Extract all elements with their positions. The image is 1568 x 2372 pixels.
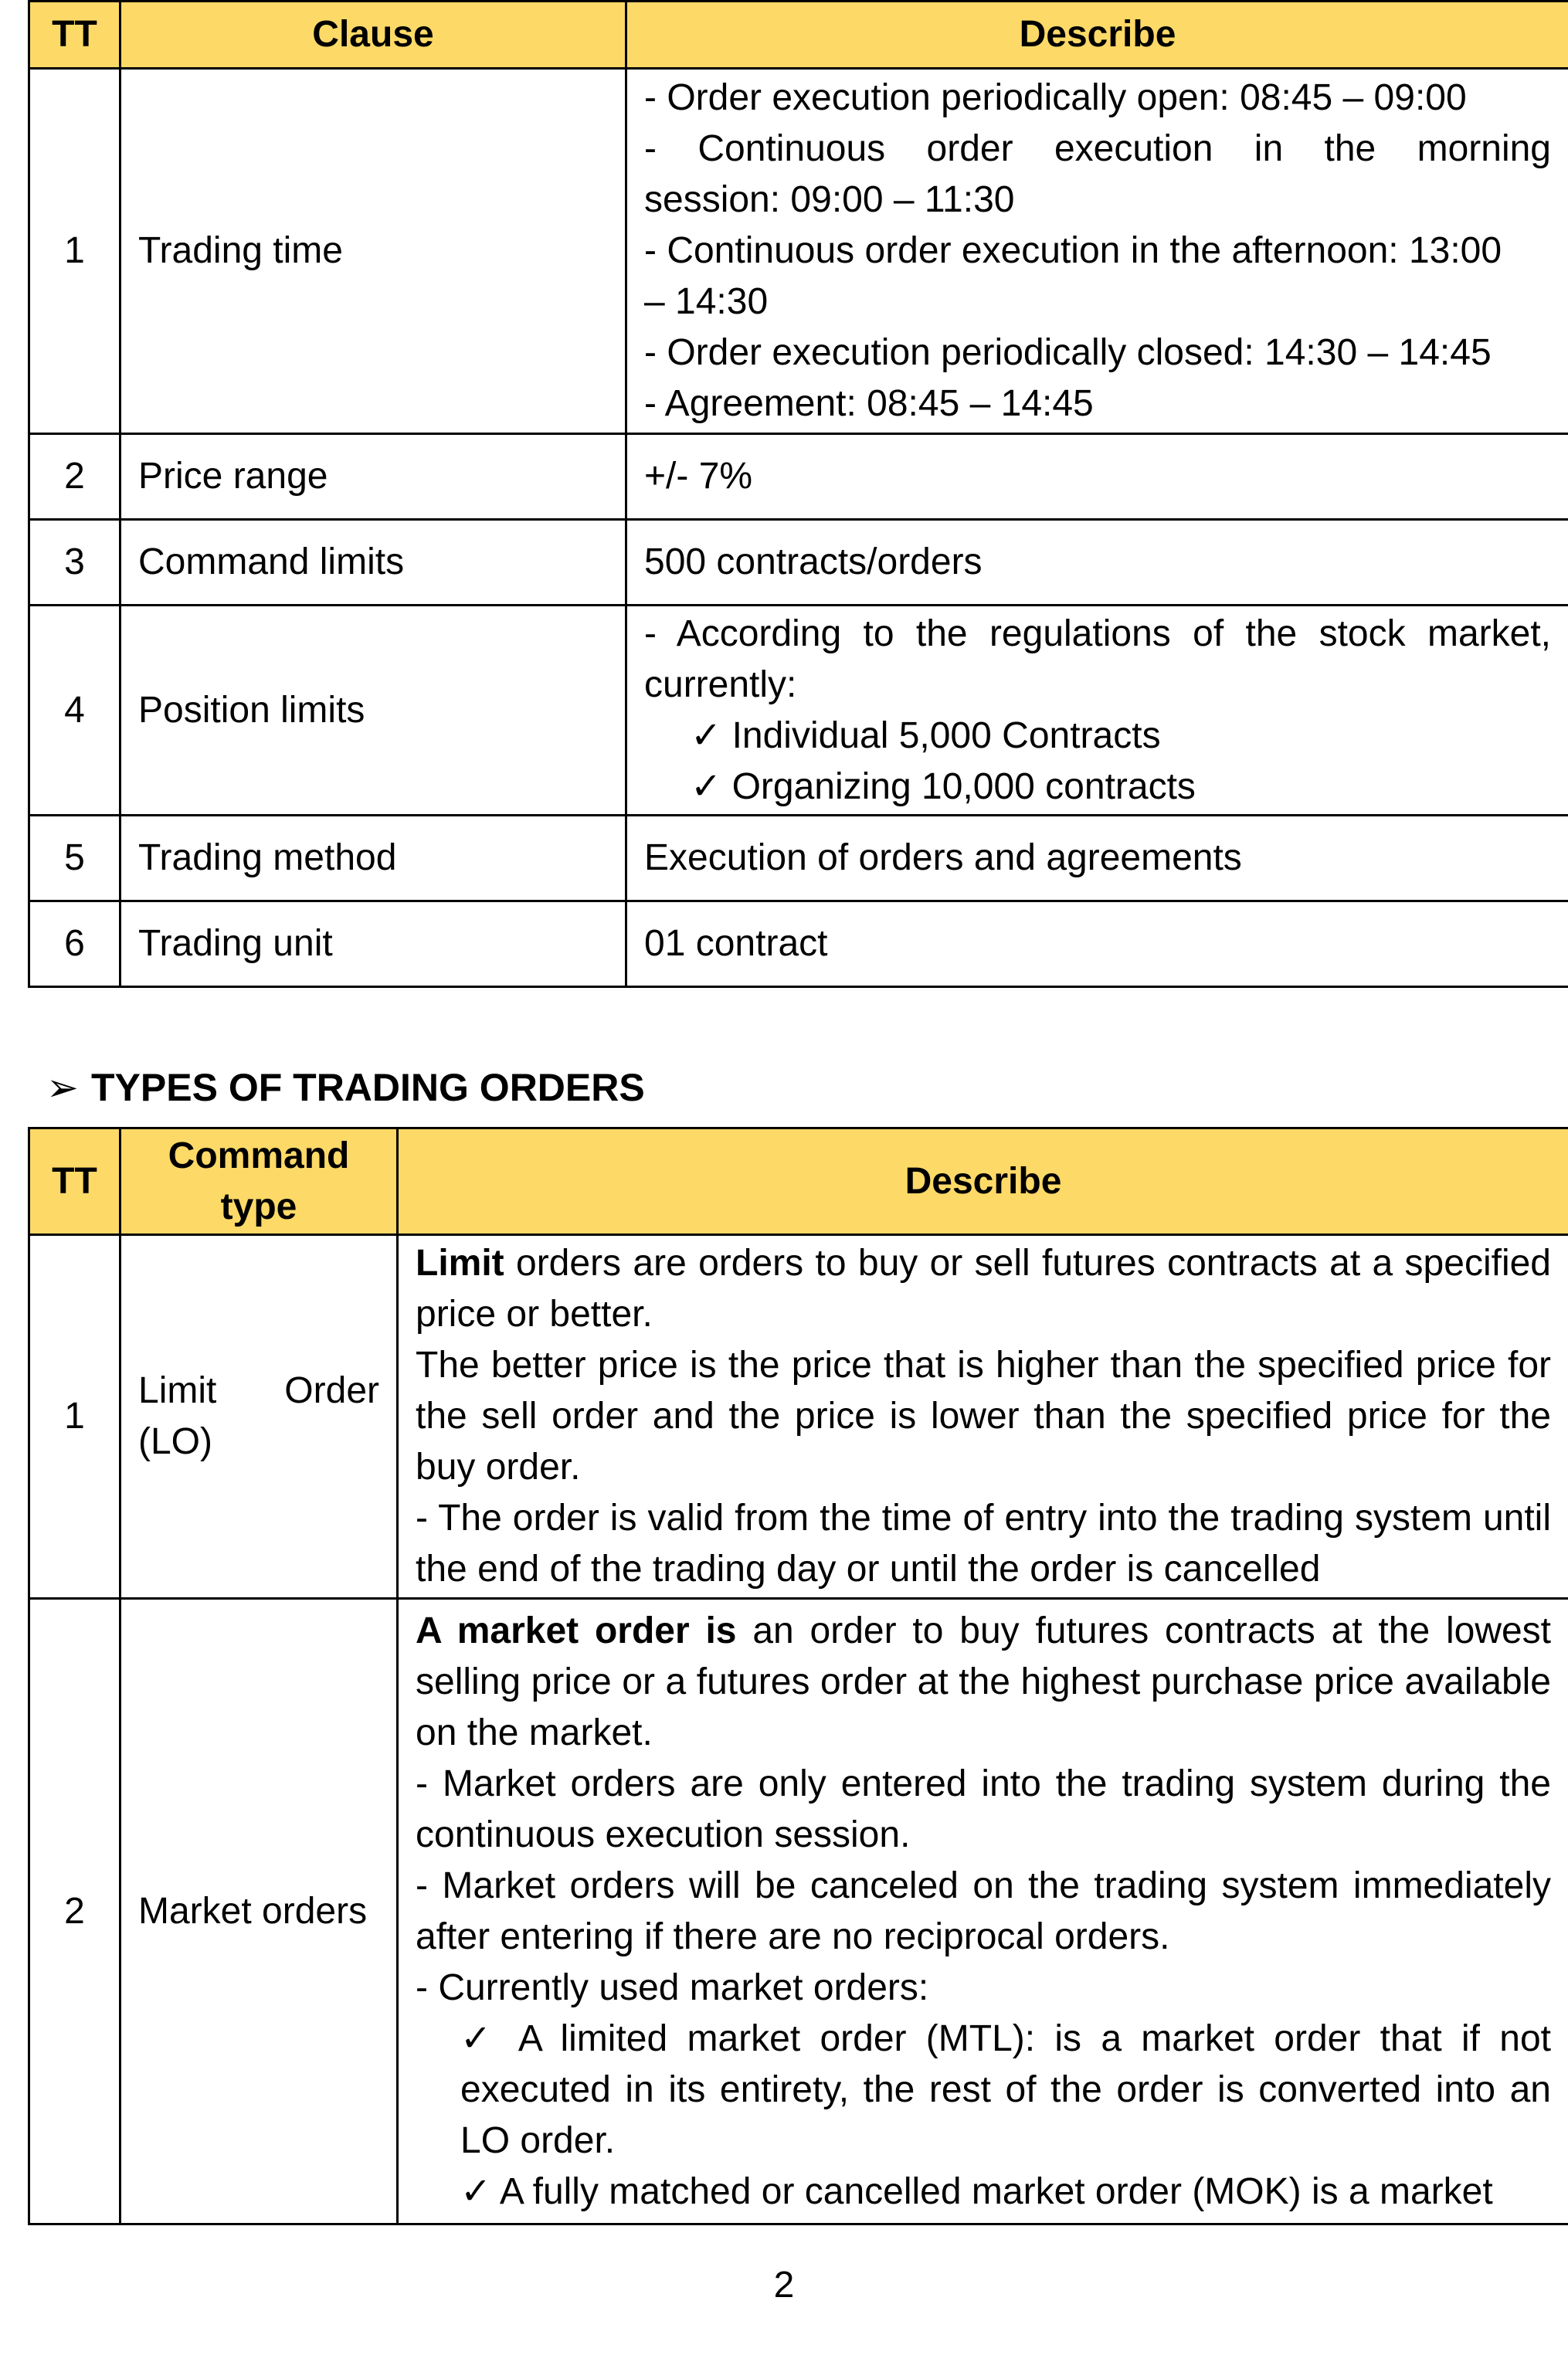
check-item: ✓ A fully matched or cancelled market order (MOK) is a market [460, 2170, 1493, 2212]
clause-cell: Trading unit [120, 901, 626, 987]
describe-paragraph: - Market orders are only entered into the trading system during the continuous execution session. [416, 1763, 1551, 1855]
page-number: 2 [773, 2265, 795, 2306]
header-clause: Clause [120, 2, 626, 69]
table-header-row [29, 1128, 1568, 1235]
lead-bold: Limit [416, 1243, 504, 1284]
check-icon: ✓ [460, 2017, 501, 2059]
check-icon: ✓ [691, 714, 722, 756]
describe-cell [626, 69, 1568, 434]
row-number: 6 [29, 901, 120, 987]
row-number: 5 [29, 816, 120, 901]
check-icon: ✓ [460, 2170, 492, 2212]
header-command-type: Command type [120, 1128, 398, 1235]
trading-rules-table [28, 0, 1568, 988]
header-tt: TT [29, 1128, 120, 1235]
describe-line: session: 09:00 – 11:30 [644, 179, 1015, 220]
row-number: 2 [29, 434, 120, 520]
describe-paragraph: - The order is valid from the time of entry into the trading system until the end of the trading day or until the order is cancelled [416, 1498, 1551, 1590]
order-types-table [28, 1127, 1568, 2225]
command-type-cell: Market orders [120, 1599, 398, 2224]
table-header-row [29, 2, 1568, 69]
table-row [29, 434, 1568, 520]
describe-line: - Continuous order execution in the morning [644, 128, 1551, 169]
section-heading-text: TYPES OF TRADING ORDERS [91, 1066, 645, 1109]
describe-paragraph: - Market orders will be canceled on the trading system immediately after entering if there are no reciprocal orders. [416, 1865, 1551, 1957]
check-item: ✓ A limited market order (MTL): is a market order that if not executed in its entirety, the rest of the order is converted into an LO order. [460, 2017, 1552, 2161]
table-row [29, 606, 1568, 816]
describe-line: - Continuous order execution in the afternoon: 13:00 [644, 230, 1502, 271]
row-number: 4 [29, 606, 120, 816]
table-row [29, 901, 1568, 987]
describe-cell [626, 606, 1568, 816]
describe-paragraph: The better price is the price that is higher than the specified price for the sell order and the price is lower than the specified price for the buy order. [416, 1345, 1551, 1488]
describe-cell: 500 contracts/orders [626, 520, 1568, 606]
section-heading [46, 1062, 645, 1113]
header-describe: Describe [626, 2, 1568, 69]
describe-line: – 14:30 [644, 281, 769, 322]
describe-cell: +/- 7% [626, 434, 1568, 520]
lead-bold: A market order is [416, 1610, 737, 1651]
table-row [29, 69, 1568, 434]
describe-line: currently: [644, 663, 797, 705]
clause-cell: Position limits [120, 606, 626, 816]
row-number: 2 [29, 1599, 120, 2224]
table-row [29, 1235, 1568, 1599]
clause-cell: Trading time [120, 69, 626, 434]
clause-cell: Trading method [120, 816, 626, 901]
row-number: 1 [29, 1235, 120, 1599]
table-row [29, 816, 1568, 901]
describe-cell: A market order is an order to buy futures contracts at the lowest selling price or a futures order at the highest purchase price available on the market. - Market orders are only entered into the trading system during the continuous execution session. - Market orders will be canceled on the trading system immediately after entering if there are no reciprocal orders. - Currently used market orders: ✓ A limited market order (MTL): is a market order that if not executed in its entirety, the rest of the order is converted into an LO order. ✓ A fully matched or cancelled market order (MOK) is a market [398, 1599, 1568, 2224]
header-describe: Describe [398, 1128, 1568, 1235]
check-item: ✓ Organizing 10,000 contracts [691, 765, 1196, 807]
describe-cell: Limit orders are orders to buy or sell futures contracts at a specified price or better. The better price is the price that is higher than the specified price for the sell order and the price is lower than the specified price for the buy order. - The order is valid from the time of entry into the trading system until the end of the trading day or until the order is cancelled [398, 1235, 1568, 1599]
describe-line: - Agreement: 08:45 – 14:45 [644, 383, 1094, 424]
table-row [29, 520, 1568, 606]
clause-cell: Price range [120, 434, 626, 520]
describe-line: - According to the regulations of the stock market, [644, 613, 1551, 654]
describe-cell: Execution of orders and agreements [626, 816, 1568, 901]
check-icon: ✓ [691, 765, 722, 807]
row-number: 3 [29, 520, 120, 606]
table-row [29, 1599, 1568, 2224]
describe-line: - Order execution periodically open: 08:45 – 09:00 [644, 77, 1467, 118]
row-number: 1 [29, 69, 120, 434]
describe-paragraph: - Currently used market orders: [416, 1966, 929, 2008]
arrow-bullet-icon: ➢ [46, 1066, 79, 1109]
clause-cell: Command limits [120, 520, 626, 606]
header-tt: TT [29, 2, 120, 69]
command-type-cell: Limit Order (LO) [120, 1235, 398, 1599]
describe-line: - Order execution periodically closed: 14:30 – 14:45 [644, 332, 1492, 373]
describe-cell: 01 contract [626, 901, 1568, 987]
check-item: ✓ Individual 5,000 Contracts [691, 714, 1161, 756]
